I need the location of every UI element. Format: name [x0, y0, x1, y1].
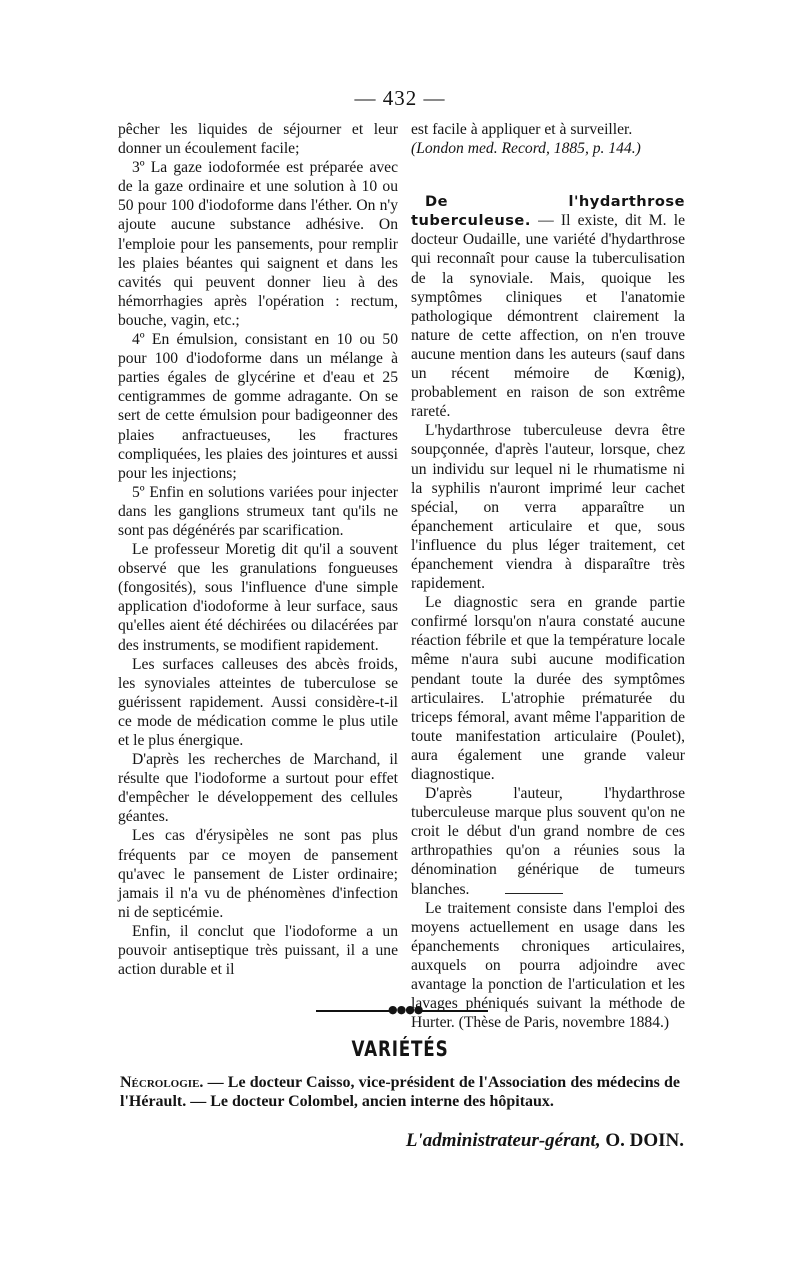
signature-role: L'administrateur-gérant,: [405, 1130, 601, 1151]
paragraph-continuation: est facile à appliquer et à surveiller.: [411, 121, 633, 138]
citation: (London med. Record, 1885, p. 144.): [411, 140, 641, 158]
paragraph: D'après l'auteur, l'hydarthrose tuberculeuse marque plus souvent qu'on ne croit le début d'un grand nombre de ces arthropathies qu'on a réunies sous la dénomination générique de tumeurs blanches.: [411, 785, 685, 898]
left-column: [118, 120, 398, 979]
paragraph: Le diagnostic sera en grande partie confirmé lorsqu'on n'aura constaté aucune réaction fébrile et que la température locale même n'aura subi aucune modification pendant toute la durée des symptômes articulaires. L'atrophie prématurée du triceps fémoral, avant même l'apparition de toute manifestation articulaire (Poulet), aura également une grande valeur diagnostique.: [411, 594, 685, 783]
section-title: VARIÉTÉS: [351, 1037, 449, 1061]
right-column: [411, 120, 685, 1032]
small-separator: [505, 893, 563, 894]
paragraph: Les cas d'érysipèles ne sont pas plus fréquents par ce moyen de pansement qu'avec le pansement de Lister ordinaire; jamais il n'a vu de phénomènes d'infection ni de septicémie.: [118, 827, 398, 921]
necrologie-text: — Le docteur Caisso, vice-président de l'Association des médecins de l'Hérault. — Le docteur Colombel, ancien interne des hôpitaux.: [120, 1074, 680, 1110]
ornament-rule-right: [416, 1010, 488, 1012]
paragraph: 5º Enfin en solutions variées pour injecter dans les ganglions strumeux tant qu'ils ne sont pas dégénérés par scarification.: [118, 483, 398, 539]
signature: [364, 1130, 684, 1152]
signature-name: O. DOIN.: [605, 1130, 684, 1151]
ornament-rule-left: [316, 1010, 390, 1012]
ornament-dots: ●●●●: [388, 1003, 423, 1016]
necrologie-notice: [120, 1073, 680, 1111]
paragraph: D'après les recherches de Marchand, il résulte que l'iodoforme a surtout pour effet d'empêcher le développement des cellules géantes.: [118, 751, 398, 826]
article-title: De l'hydarthrose tuberculeuse.: [411, 193, 685, 230]
paragraph: 3º La gaze iodoformée est préparée avec de la gaze ordinaire et une solution à 10 ou 50 pour 100 d'iodoforme dans l'éther. On n'y ajoute aucune substance adhésive. On l'emploie pour les pansements, pour remplir les plaies béantes qui saignent et dans les cavités qui peuvent donner lieu à des hémorrhagies après l'opération : rectum, bouche, vagin, etc.;: [118, 159, 398, 329]
paragraph: Le traitement consiste dans l'emploi des moyens actuellement en usage dans les épanchements chroniques articulaires, auxquels on pourra adjoindre avec avantage la ponction de l'articulation et les lavages phéniqués suivant la méthode de Hurter. (Thèse de Paris, novembre 1884.): [411, 899, 685, 1032]
paragraph: pêcher les liquides de séjourner et leur donner un écoulement facile;: [118, 121, 398, 158]
necrologie-label: Nécrologie.: [120, 1074, 204, 1091]
paragraph: — Il existe, dit M. le docteur Oudaille, une variété d'hydarthrose qui reconnaît pour cause la tuberculisation de la synoviale. Mais, quoique les symptômes cliniques et l'anatomie pathologique démontrent clairement la nature de cette affection, on n'en trouve aucune mention dans les auteurs (sauf dans un récent mémoire de Kœnig), probablement en raison de son extrême rareté.: [411, 212, 685, 421]
paragraph: Les surfaces calleuses des abcès froids, les synoviales atteintes de tuberculose se guérissent rapidement. Aussi considère-t-il ce mode de médication comme le plus utile et le plus énergique.: [118, 655, 398, 749]
page-number: — 432 —: [354, 86, 446, 110]
paragraph: L'hydarthrose tuberculeuse devra être soupçonnée, d'après l'auteur, lorsque, chez un individu sur lequel ni le rhumatisme ni la syphilis n'auront imprimé leur cachet spécial, on verra apparaître un épanchement articulaire et que, sous l'influence du plus léger traitement, cet épanchement viendra à disparaître très rapidement.: [411, 422, 685, 593]
article-lead: [411, 192, 685, 421]
paragraph: Enfin, il conclut que l'iodoforme a un pouvoir antiseptique très puissant, il a une action durable et il: [118, 922, 398, 979]
paragraph: Le professeur Moretig dit qu'il a souvent observé que les granulations fongueuses (fongosités), sous l'influence d'une simple application d'iodoforme à leur surface, saus qu'elles aient été déchirées ou dilacérées par des instruments, se modifient rapidement.: [118, 541, 398, 654]
paragraph: 4º En émulsion, consistant en 10 ou 50 pour 100 d'iodoforme dans un mélange à parties égales de glycérine et d'eau et 25 centigrammes de gomme adragante. On se sert de cette émulsion pour badigeonner des plaies anfractueuses, les fractures compliquées, les plaies des jointures et aussi pour les injections;: [118, 331, 398, 482]
